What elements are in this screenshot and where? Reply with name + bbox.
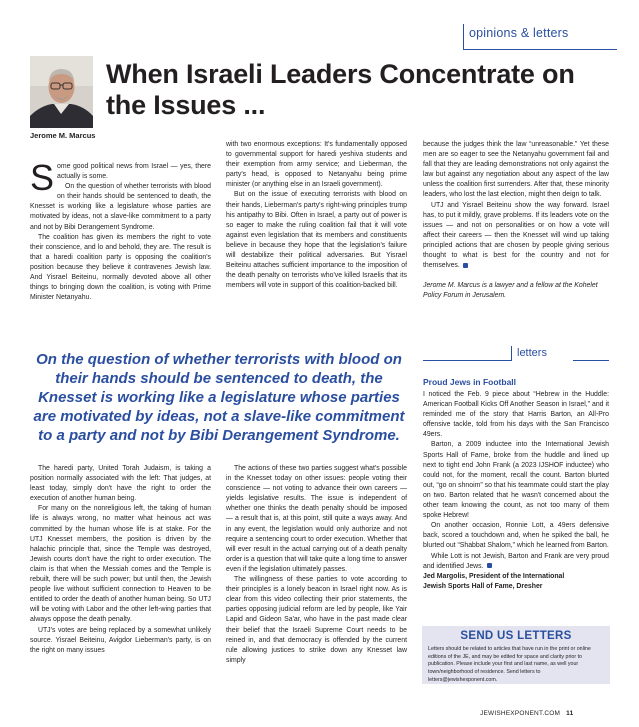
letters-rule-right <box>573 360 609 361</box>
section-tag <box>435 20 617 50</box>
section-tag-rule-vertical <box>463 24 464 50</box>
footer-site: JEWISHEXPONENT.COM <box>480 710 561 717</box>
author-bio: Jerome M. Marcus is a lawyer and a fellow at the Kohelet Policy Forum in Jerusalem. <box>423 282 598 300</box>
send-letters-box <box>422 626 610 684</box>
article-paragraph: But on the issue of executing terrorists with blood on their hands, Lieberman's party's right-wing principles trump his antipathy to Bibi. Often in Israel, a party out of power is so eager to make the ruling coalition fail that it will vote against even legislation that its members and constituents believe in because they hope that the legislation's failure will destabilize their political adversaries. But Yisrael Beiteinu attaches sufficient importance to the imposition of the death penalty on terrorists who've killed Israelis that its members will vote in support of this coalition-backed bill. <box>226 191 407 290</box>
drop-cap: S <box>30 157 55 198</box>
section-label: opinions & letters <box>469 26 569 40</box>
article-paragraph: For many on the nonreligious left, the taking of human life is always wrong, no matter what heinous act was committed by the human whose life is at stake. For the UTJ Knesset members, the position is driven by the halachic principle that, since the Temple was destroyed, Jewish courts don't have the right to order execution. The claim is that when the Messiah comes and the Temple is rebuilt, there will be such power; but until then, the Jewish people live without sufficient connection to Heaven to be entitled to order the death of another human being. So UTJ will be voting with Labor and the other left-wing parties that always oppose the death penalty. <box>30 505 211 624</box>
article-column-4 <box>30 464 211 656</box>
letters-label: letters <box>517 347 547 359</box>
article-paragraph: Some good political news from Israel — yes, there actually is some. <box>30 157 211 198</box>
article-paragraph: The willingness of these parties to vote according to their principles is a lonely beacon in Israel right now. As is clear from this video collecting their prior statements, the parties opposing judicial reform are led by people, like Yair Lapid and Gideon Sa'ar, who have in the past made clear their belief that the Israeli Supreme Court needs to be reined in, and that democracy is offended by the current rule allowing justices to strike down any Knesset law simply <box>226 576 407 664</box>
article-paragraph: because the judges think the law “unreasonable.” Yet these men are so eager to see the Netanyahu government fail and fall that they are leading demonstrations not only against the law but against any negotiation about any aspect of the law unless the coalition first surrenders. After that, these minority leaders, who lost the last election, might then deign to talk. <box>423 141 609 199</box>
section-tag-rule-horizontal <box>463 49 617 50</box>
page-number: 11 <box>566 710 574 717</box>
article-paragraph: The coalition has given its members the right to vote their conscience, and lo and behold, they are. The result is that a haredi coalition party is opposing the coalition's position because they believe it contravenes Jewish law. And Yisrael Beiteinu, normally devoted above all other things to bringing down the coalition, is voting with Prime Minister Netanyahu. <box>30 233 211 302</box>
letters-rule-left <box>423 360 511 361</box>
headline: When Israeli Leaders Concentrate on the Issues ... <box>106 59 575 120</box>
article-paragraph: On the question of whether terrorists with blood on their hands should be sentenced to death, the Knesset is working like a legislature whose parties are motivated by ideas, not a slave-like commitment to a party and not by Bibi Derangement Syndrome. <box>30 183 211 231</box>
article-column-3 <box>423 140 609 301</box>
author-byline: Jerome M. Marcus <box>30 131 96 140</box>
article-paragraph: The haredi party, United Torah Judaism, is taking a position normally associated with the left: That judges, at least today, simply don't have the right to order the execution of another human being. <box>30 465 211 503</box>
letter-paragraph: Barton, a 2009 inductee into the International Jewish Sports Hall of Fame, broke from the huddle and lined up next to tight end John Frank (a 2023 IJSHOF inductee) who could not, for the moment, recall the count. Barton blurted out, “go on shnoim” so that his teammate could start the play on two. Barton related that he wasn't concerned about the other team knowing the count, as not too many of them spoke Hebrew! <box>423 441 609 520</box>
article-paragraph: with two enormous exceptions: It's fundamentally opposed to governmental support for haredi yeshiva students and their exemption from army service; and Lieberman, the party's head, is opposed to Netanyahu being prime minister (or anything else in an Israeli government). <box>226 141 407 189</box>
letter-paragraph: I noticed the Feb. 9 piece about “Hebrew in the Huddle: American Football Kicks Off Another Season in Israel,” and it reminded me of the story that Harris Barton, an All-Pro offensive tackle, told from his days with the San Francisco 49ers. <box>423 391 609 439</box>
letters-section-tag <box>423 342 609 364</box>
letters-rule-tick <box>511 346 512 361</box>
pull-quote: On the question of whether terrorists with blood on their hands should be sentenced to death, the Knesset is working like a legislature whose parties are motivated by ideas, not a slave-like commitment to a party and not by Bibi Derangement Syndrome. <box>33 351 405 444</box>
article-paragraph: UTJ's votes are being replaced by a somewhat unlikely source. Yisrael Beiteinu, Avigdor Lieberman's party, is on the right on many issues <box>30 626 211 654</box>
article-paragraph: UTJ and Yisrael Beiteinu show the way forward. Israel has, to put it mildly, grave problems. If its leaders vote on the issues — and not on personalities or on how a vote will affect their careers — then the Knesset will wind up taking principled actions that are chosen by people giving serious thought to what is best for the country and not for themselves. <box>423 201 609 270</box>
letter-signoff: Jewish Sports Hall of Fame, Dresher <box>423 582 543 590</box>
article-column-2 <box>226 140 407 291</box>
end-mark-icon <box>463 263 468 268</box>
letter-signoff: Jed Margolis, President of the International <box>423 572 565 580</box>
page-footer <box>480 710 573 717</box>
article-paragraph: The actions of these two parties suggest what's possible in the Knesset today on other issues: people voting their conscience — not voting to advance their own careers — yields legislative results. The issue is independent of whether one thinks the death penalty should be imposed — a result that is, at this point, still quite a ways away. And in any event, the legislation would only authorize and not require a sentencing court to order execution. Whether that will ever result in the actual carrying out of a death penalty order is a question that will take quite a long time to answer even if the legislation ultimately passes. <box>226 465 407 573</box>
letter-paragraph: While Lott is not Jewish, Barton and Frank are very proud and identified Jews. <box>423 552 609 570</box>
author-photo <box>30 56 93 128</box>
letter-title: Proud Jews in Football <box>423 377 517 387</box>
article-column-1 <box>30 157 211 303</box>
send-letters-text: Letters should be related to articles that have run in the print or online editions of the JE, and may be edited for space and clarity prior to publication. Please include your first and last name, as well your town/neighborhood of residence. Send letters to letters@jewishexponent.com. <box>428 646 591 683</box>
end-mark-icon <box>487 563 492 568</box>
author-portrait-icon <box>30 56 93 128</box>
letters-column <box>423 376 609 592</box>
article-column-5 <box>226 464 407 666</box>
letter-paragraph: On another occasion, Ronnie Lott, a 49ers defensive back, scored a touchdown and, when he spiked the ball, he blurted out “Shabbat Shalom,” which he learned from Barton. <box>423 522 609 550</box>
send-letters-title: SEND US LETTERS <box>460 630 572 642</box>
